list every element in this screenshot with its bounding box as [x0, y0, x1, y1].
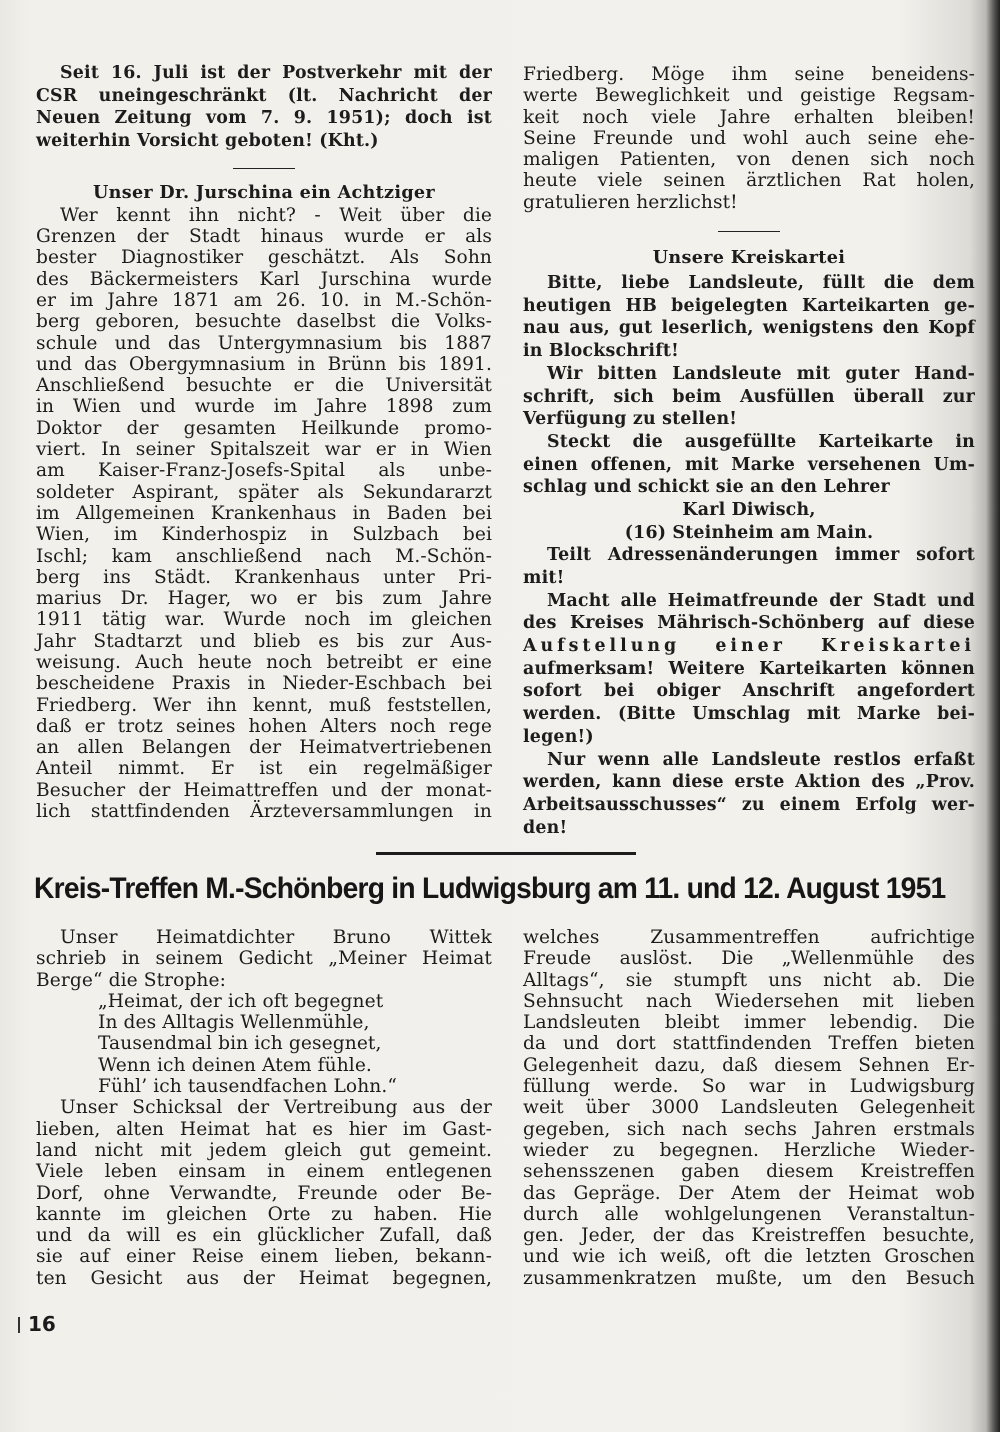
article-line: bester Diagnostiker geschätzt. Als Sohn	[36, 247, 492, 269]
body-line: sehensszenen gaben diesem Kreistreffen	[523, 1161, 975, 1183]
article-line: an allen Belangen der Heimatvertriebenen	[36, 737, 492, 759]
kartei-line: des Kreises Mährisch-Schönberg auf diese	[523, 613, 975, 634]
poem-line: „Heimat, der ich oft begegnet	[98, 990, 384, 1012]
body-line: sie auf einer Reise einem lieben, bekann-	[36, 1246, 492, 1268]
body-line: durch alle wohlgelungenen Veranstaltun-	[523, 1203, 975, 1225]
top-left-column	[36, 62, 492, 822]
page-number	[18, 1312, 56, 1336]
article-continuation	[523, 64, 975, 213]
body-line: wieder zu begegnen. Herzliche Wieder-	[523, 1139, 975, 1161]
body-line: Unser Schicksal der Vertreibung aus der	[60, 1097, 492, 1119]
bottom-right-column	[523, 927, 975, 1289]
body-line: und da will es ein glücklicher Zufall, daß	[36, 1225, 492, 1247]
article-line: berg ins Städt. Krankenhaus unter Pri-	[36, 566, 492, 588]
article-line: Ischl; kam anschließend nach M.-Schön-	[36, 545, 492, 567]
article-body	[36, 205, 492, 823]
intro-line: schrieb in seinem Gedicht „Meiner Heimat	[36, 948, 492, 970]
notice-line: weiterhin Vorsicht geboten! (Kht.)	[36, 131, 379, 152]
article-line: viert. In seiner Spitalszeit war er in Wien	[36, 439, 492, 461]
kartei-line: heutigen HB beigelegten Karteikarten ge-	[523, 295, 975, 316]
article-line: des Bäckermeisters Karl Jurschina wurde	[36, 268, 492, 290]
kartei-line: werden, kann diese erste Aktion des „Prov.	[523, 772, 975, 793]
kartei-line: Aufstellung einer Kreiskartei	[523, 636, 975, 657]
kartei-line: in Blockschrift!	[523, 341, 679, 362]
article-line: Anschließend besuchte er die Universität	[36, 375, 492, 397]
article-line: soldeter Aspirant, später als Sekundararzt	[36, 481, 492, 503]
kartei-line: sofort bei obiger Anschrift angefordert	[523, 681, 975, 702]
kartei-line: einen offenen, mit Marke versehenen Um-	[523, 454, 975, 475]
kartei-line: Steckt die ausgefüllte Karteikarte in	[547, 431, 975, 452]
article-line: maligen Patienten, von denen sich noch	[523, 149, 975, 171]
article-line: werte Beweglichkeit und geistige Regsam-	[523, 85, 975, 107]
address-name: Karl Diwisch,	[682, 499, 816, 520]
article-line: heute viele seinen ärztlichen Rat holen,	[523, 170, 975, 192]
address-place: (16) Steinheim am Main.	[624, 522, 874, 543]
kartei-body	[523, 272, 975, 839]
article-line: 1911 tätig war. Wurde noch im gleichen	[36, 609, 492, 631]
article-line: bescheidene Praxis in Nieder-Eschbach bei	[36, 673, 492, 695]
body-line: da und dort stattfindenden Treffen bieten	[523, 1033, 975, 1055]
main-headline: Kreis-Treffen M.-Schönberg in Ludwigsburg am 11. und 12. August 1951	[34, 872, 946, 905]
body-line: Viele leben einsam in einem entlegenen	[36, 1161, 492, 1183]
page-number-text: 16	[28, 1312, 56, 1336]
poem-line: Wenn ich deinen Atem fühle.	[98, 1054, 372, 1076]
body-line: welches Zusammentreffen aufrichtige	[523, 927, 975, 948]
body-line: und wie ich weiß, oft die letzten Groschen	[523, 1246, 975, 1268]
poem	[36, 991, 492, 1097]
section-divider	[233, 168, 295, 169]
article-line: Friedberg. Wer ihn kennt, muß feststellen,	[36, 694, 492, 716]
body-line: Sehnsucht nach Wiedersehen mit lieben	[523, 990, 975, 1012]
article-line: gratulieren herzlichst!	[523, 191, 738, 213]
notice-line: CSR uneingeschränkt (lt. Nachricht der	[36, 85, 492, 106]
body-line: Dorf, ohne Verwandte, Freunde oder Be-	[36, 1182, 492, 1204]
body-line: gen. Jeder, der das Kreistreffen besuchte,	[523, 1225, 975, 1247]
article-line: und das Obergymnasium in Brünn bis 1891.	[36, 353, 492, 375]
section-divider	[718, 231, 780, 232]
article-line: Anteil nimmt. Er ist ein regelmäßiger	[36, 758, 492, 780]
kartei-line: Teilt Adressenänderungen immer sofort	[547, 545, 975, 566]
kartei-line: Arbeitsausschusses“ zu einem Erfolg wer-	[523, 794, 975, 815]
article-line: Wien, im Kinderhospiz in Sulzbach bei	[36, 524, 492, 546]
kartei-line: Bitte, liebe Landsleute, füllt die dem	[547, 273, 975, 294]
margin-mark	[18, 1317, 20, 1333]
notice-line: Neuen Zeitung vom 7. 9. 1951); doch ist	[36, 108, 492, 129]
article-line: Doktor der gesamten Heilkunde promo-	[36, 417, 492, 439]
kartei-line: Macht alle Heimatfreunde der Stadt und	[547, 590, 975, 611]
article-line: Jahr Stadtarzt und blieb es bis zur Aus-	[36, 630, 492, 652]
body-line: Landsleuten bleibt immer lebendig. Die	[523, 1012, 975, 1034]
body-line: Freude auslöst. Die „Wellenmühle des	[523, 948, 975, 970]
body-line: gegeben, sich nach sechs Jahren erstmals	[523, 1118, 975, 1140]
kartei-line: Verfügung zu stellen!	[523, 409, 738, 430]
postal-notice	[36, 62, 492, 153]
article-line: Besucher der Heimattreffen und der monat-	[36, 779, 492, 801]
kartei-line: nau aus, gut leserlich, wenigstens den Kopf	[523, 318, 975, 339]
article-line: in Wien und wurde im Jahre 1898 zum	[36, 396, 492, 418]
article-line: berg geboren, besuchte daselbst die Volks-	[36, 311, 492, 333]
body-line: das Gepräge. Der Atem der Heimat wob	[523, 1182, 975, 1204]
body-line: ten Gesicht aus der Heimat begegnen,	[36, 1267, 492, 1289]
article-line: Grenzen der Stadt hinaus wurde er als	[36, 226, 492, 248]
article-title: Unser Dr. Jurschina ein Achtziger	[93, 181, 435, 203]
body-line: weit über 3000 Landsleuten Gelegenheit	[523, 1097, 975, 1119]
article-line: marius Dr. Hager, wo er bis zum Jahre	[36, 588, 492, 610]
kartei-line: mit!	[523, 568, 565, 589]
body-line: lieben, alten Heimat hat es hier im Gast-	[36, 1118, 492, 1140]
notice-line: Seit 16. Juli ist der Postverkehr mit der	[60, 63, 492, 83]
article-line: schule und das Untergymnasium bis 1887	[36, 332, 492, 354]
article-line: daß er trotz seines hohen Alters noch rege	[36, 715, 492, 737]
article-line: er im Jahre 1871 am 26. 10. in M.-Schön-	[36, 289, 492, 311]
article-line: am Kaiser-Franz-Josefs-Spital als unbe-	[36, 460, 492, 482]
intro-line: Unser Heimatdichter Bruno Wittek	[60, 927, 492, 948]
article-line: im Allgemeinen Krankenhaus in Baden bei	[36, 502, 492, 524]
headline-rule	[376, 852, 636, 855]
body-line: Alltags“, sie stumpft uns nicht ab. Die	[523, 969, 975, 991]
poem-line: Tausendmal bin ich gesegnet,	[98, 1033, 382, 1055]
page-spine-shadow	[986, 0, 1000, 1432]
article-line: keit noch viele Jahre erhalten bleiben!	[523, 106, 975, 128]
bottom-left-column	[36, 927, 492, 1289]
body-line: zusammenkratzen mußte, um den Besuch	[523, 1267, 975, 1289]
kartei-title: Unsere Kreiskartei	[652, 247, 846, 269]
body-line: Gelegenheit dazu, daß diesem Sehnen Er-	[523, 1054, 975, 1076]
article-line: Seine Freunde und wohl auch seine ehe-	[523, 127, 975, 149]
top-right-column	[523, 64, 975, 839]
article-line: Friedberg. Möge ihm seine beneidens-	[523, 64, 975, 85]
kartei-line: schrift, sich beim Ausfüllen überall zur	[523, 386, 975, 407]
article-line: Wer kennt ihn nicht? - Weit über die	[60, 204, 492, 226]
body-line: land nicht mit jedem gleich gut gemeint.	[36, 1139, 492, 1161]
poem-line: In des Alltagis Wellenmühle,	[98, 1012, 370, 1034]
article-line: lich stattfindenden Ärzteversammlungen in	[36, 801, 492, 823]
kartei-line: Nur wenn alle Landsleute restlos erfaßt	[547, 749, 975, 770]
kartei-line: schlag und schickt sie an den Lehrer	[523, 477, 890, 498]
intro-line: Berge“ die Strophe:	[36, 969, 226, 991]
kartei-line: Wir bitten Landsleute mit guter Hand-	[547, 363, 975, 384]
article-line: weisung. Auch heute noch betreibt er eine	[36, 651, 492, 673]
kartei-line: aufmerksam! Weitere Karteikarten können	[523, 658, 975, 679]
kartei-line: den!	[523, 817, 568, 838]
poem-line: Fühl’ ich tausendfachen Lohn.“	[98, 1076, 397, 1098]
kartei-line: legen!)	[523, 726, 594, 747]
body-line: kannte im gleichen Orte zu haben. Hie	[36, 1203, 492, 1225]
body-line: füllung werde. So war in Ludwigsburg	[523, 1076, 975, 1098]
kartei-line: werden. (Bitte Umschlag mit Marke bei-	[523, 704, 975, 725]
